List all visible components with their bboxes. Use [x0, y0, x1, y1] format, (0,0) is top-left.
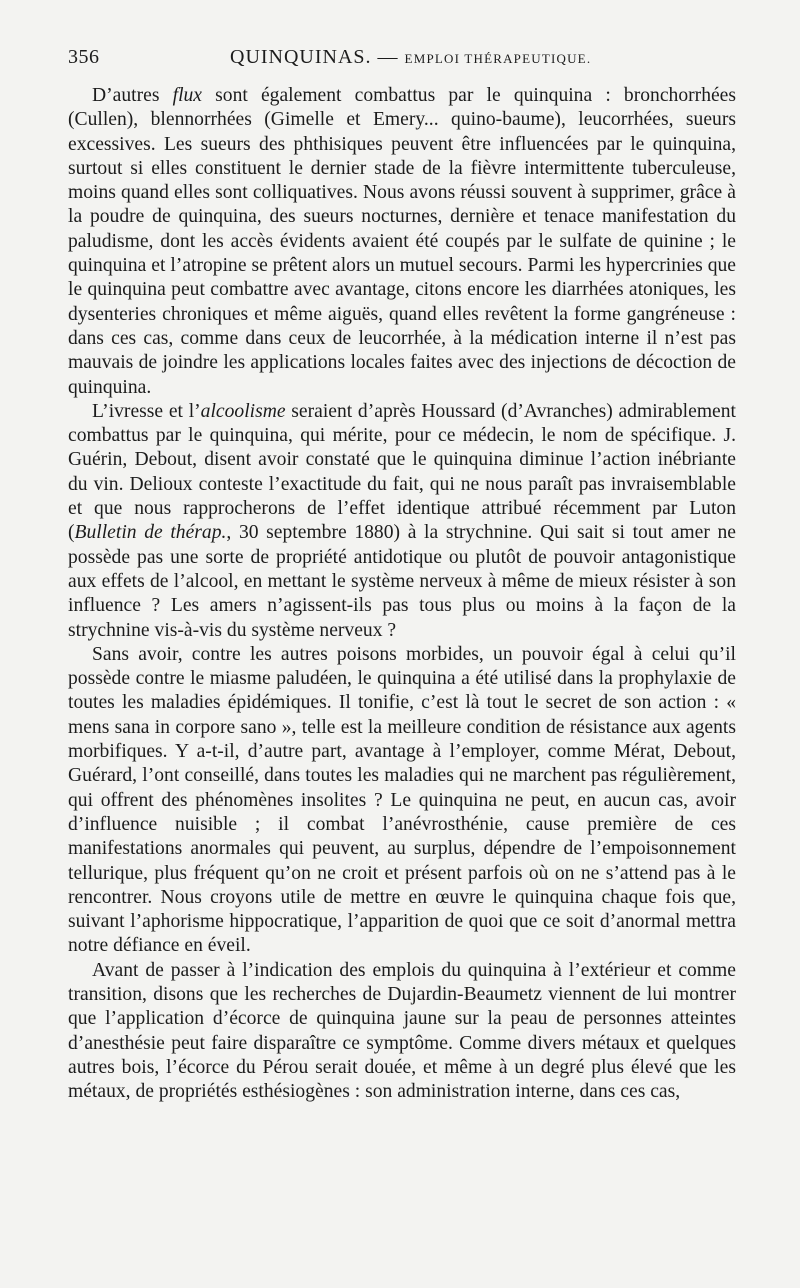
italic-text: Bulletin de thérap.	[74, 522, 227, 544]
text-segment: seraient d’après Houssard (d’Avranches) admirablement combattus par le quinquina, qui mérite, pour ce médecin, le nom de spécifique. J. Guérin, Debout, disent avoir constaté que le quinquina diminue l’action inébriante du vin. Delioux conteste l’exactitude du fait, qui ne nous paraît pas invraisemblable et que nous rapprocherons de l’effet identique attribué récemment par Luton (	[68, 400, 736, 544]
text-segment: Avant de passer à l’indication des emplois du quinquina à l’extérieur et comme transition, disons que les recherches de Dujardin-Beaumetz viennent de lui montrer que l’application d’écorce de quinquina jaune sur la peau de personnes atteintes d’anesthésie peut faire disparaître ce symptôme. Comme divers métaux et quelques autres bois, l’écorce du Pérou serait douée, et même à un degré plus élevé que les métaux, de propriétés esthésiogènes : son administration interne, dans ces cas,	[68, 959, 736, 1103]
page-number: 356	[68, 46, 100, 68]
running-title-subtitle: EMPLOI THÉRAPEUTIQUE.	[404, 51, 592, 66]
italic-text: flux	[172, 85, 203, 106]
paragraph	[68, 400, 736, 643]
text-segment: L’ivresse et l’	[92, 400, 201, 422]
text-segment: Sans avoir, contre les autres poisons morbides, un pouvoir égal à celui qu’il possède contre le miasme paludéen, le quinquina a été utilisé dans la prophylaxie de toutes les maladies épidémiques. Il tonifie, c’est là tout le secret de son action : « mens sana in corpore sano », telle est la meilleure condition de résistance aux agents morbifiques. Y a-t-il, d’autre part, avantage à l’employer, comme Mérat, Debout, Guérard, l’ont conseillé, dans toutes les maladies qui ne marchent pas régulièrement, qui offrent des phénomènes insolites ? Le quinquina ne peut, en aucun cas, avoir d’influence nuisible ; il combat l’anévrosthénie, cause première de ces manifestations anormales qui peuvent, au surplus, dépendre de l’empoisonnement tellurique, plus fréquent qu’on ne croit et présent parfois où on ne s’attend pas à le rencontrer. Nous croyons utile de mettre en œuvre le quinquina chaque fois que, suivant l’aphorisme hippocratique, l’apparition de quoi que ce soit d’anormal mettra notre défiance en éveil.	[68, 643, 736, 957]
body-text	[68, 84, 736, 1104]
running-title-main: QUINQUINAS.	[230, 46, 372, 68]
paragraph	[68, 643, 736, 959]
running-title	[230, 46, 591, 69]
italic-text: alcoolisme	[200, 400, 286, 422]
running-title-separator: —	[377, 46, 399, 68]
text-segment: sont également combattus par le quinquina : bronchorrhées (Cullen), blennorrhées (Gimelle et Emery... quino-baume), leucorrhées, sueurs excessives. Les sueurs des phthisiques peuvent être influencées par le quinquina, surtout si elles constituent le dernier stade de la fièvre intermittente tuberculeuse, moins quand elles sont colliquatives. Nous avons réussi souvent à supprimer, grâce à la poudre de quinquina, des sueurs nocturnes, dernière et tenace manifestation du paludisme, dont les accès évidents avaient été coupés par le sulfate de quinine ; le quinquina et l’atropine se prêtent alors un mutuel secours. Parmi les hypercrinies que le quinquina peut combattre avec avantage, citons encore les diarrhées atoniques, les dysenteries chroniques et même aiguës, quand elles revêtent la forme gangréneuse : dans ces cas, comme dans ceux de leucorrhée, à la médication interne il n’est pas mauvais de joindre les applications locales faites avec des injections de décoction de quinquina.	[68, 85, 737, 398]
text-segment: , 30 septembre 1880) à la strychnine. Qui sait si tout amer ne possède pas une sorte de propriété antidotique ou plutôt de pouvoir antagonistique aux effets de l’alcool, en mettant le système nerveux à même de mieux résister à son influence ? Les amers n’agissent-ils pas tous plus ou moins à la façon de la strychnine vis-à-vis du système nerveux ?	[68, 522, 736, 641]
paragraph	[68, 959, 736, 1105]
paragraph	[68, 84, 736, 400]
page-header	[68, 42, 736, 74]
text-segment: D’autres	[92, 85, 173, 106]
